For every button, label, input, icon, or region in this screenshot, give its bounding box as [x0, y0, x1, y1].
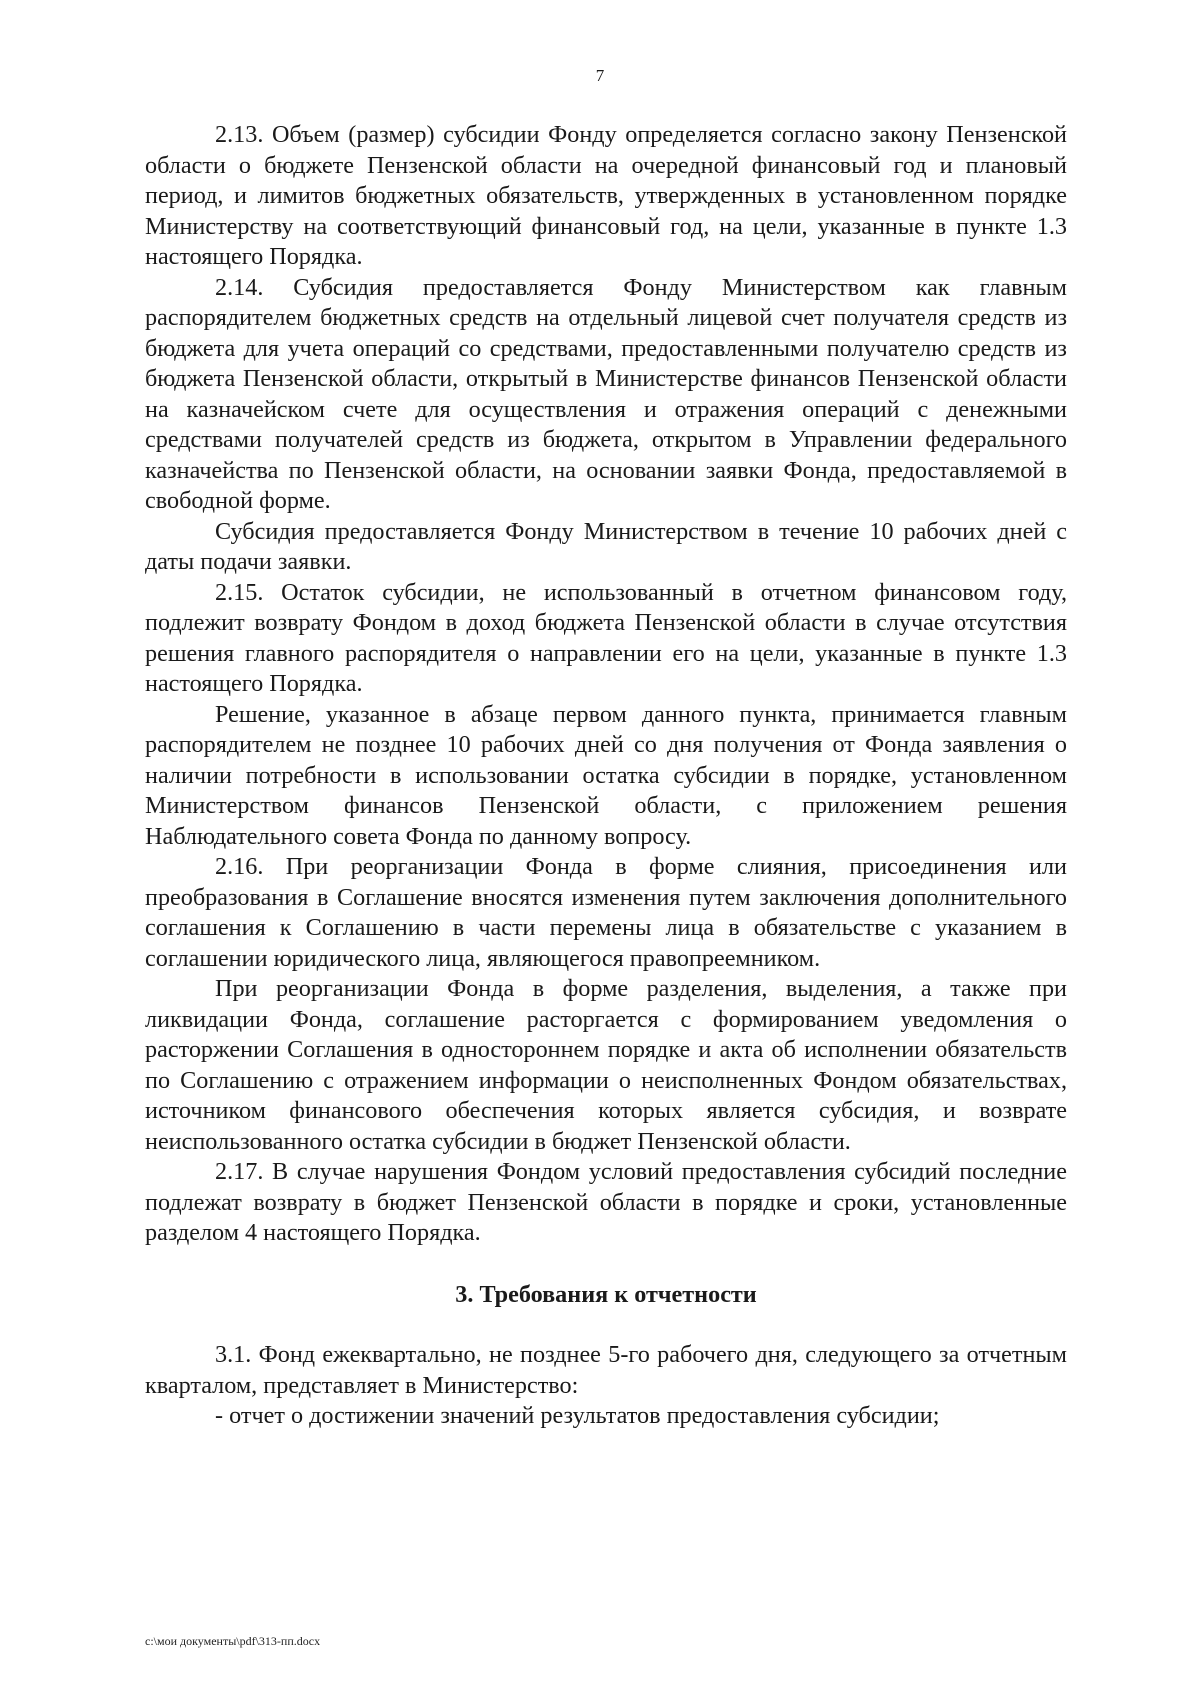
footer-file-path: c:\мои документы\pdf\313-пп.docx — [145, 1634, 321, 1648]
paragraph-3-1: 3.1. Фонд ежеквартально, не позднее 5-го рабочего дня, следующего за отчетным кварталом, представляет в Министерство: — [145, 1341, 1067, 1399]
paragraph-2-15: 2.15. Остаток субсидии, не использованный в отчетном финансовом году, подлежит возврату Фондом в доход бюджета Пензенской области в случае отсутствия решения главного распорядителя о направлении его на цели, указанные в пункте 1.3 настоящего Порядка. — [145, 578, 1067, 697]
paragraph-2-16: 2.16. При реорганизации Фонда в форме слияния, присоединения или преобразования в Соглашение вносятся изменения путем заключения дополнительного соглашения к Соглашению в части перемены лица в обязательстве с указанием в соглашении юридического лица, являющегося правопреемником. — [145, 853, 1067, 972]
section-heading: 3. Требования к отчетности — [455, 1280, 757, 1308]
paragraph-2-16-liquidation: При реорганизации Фонда в форме разделения, выделения, а также при ликвидации Фонда, соглашение расторгается с формированием уведомления о расторжении Соглашения в одностороннем порядке и акта об исполнении обязательств по Соглашению с отражением информации о неисполненных Фондом обязательствах, источником финансового обеспечения которых является субсидия, и возврате неиспользованного остатка субсидии в бюджет Пензенской области. — [145, 975, 1067, 1155]
paragraph-2-13: 2.13. Объем (размер) субсидии Фонду определяется согласно закону Пензенской области о бюджете Пензенской области на очередной финансовый год и плановый период, и лимитов бюджетных обязательств, утвержденных в установленном порядке Министерству на соответствующий финансовый год, на цели, указанные в пункте 1.3 настоящего Порядка. — [145, 121, 1067, 270]
document-body — [145, 120, 1067, 1432]
paragraph-2-17: 2.17. В случае нарушения Фондом условий предоставления субсидий последние подлежат возврату в бюджет Пензенской области в порядке и сроки, установленные разделом 4 настоящего Порядка. — [145, 1158, 1067, 1246]
paragraph-2-14: 2.14. Субсидия предоставляется Фонду Министерством как главным распорядителем бюджетных средств на отдельный лицевой счет получателя средств из бюджета для учета операций со средствами, предоставленными получателю средств из бюджета Пензенской области, открытый в Министерстве финансов Пензенской области на казначейском счете для осуществления и отражения операций с денежными средствами получателей средств из бюджета, открытом в Управлении федерального казначейства по Пензенской области, на основании заявки Фонда, предоставляемой в свободной форме. — [145, 273, 1067, 514]
page-number: 7 — [595, 66, 605, 85]
paragraph-2-15-decision: Решение, указанное в абзаце первом данного пункта, принимается главным распорядителем не позднее 10 рабочих дней со дня получения от Фонда заявления о наличии потребности в использовании остатка субсидии в порядке, установленном Министерством финансов Пензенской области, с приложением решения Наблюдательного совета Фонда по данному вопросу. — [145, 700, 1067, 850]
paragraph-2-14-subsidy-term: Субсидия предоставляется Фонду Министерством в течение 10 рабочих дней с даты подачи заявки. — [145, 517, 1067, 575]
list-item: - отчет о достижении значений результатов предоставления субсидии; — [215, 1402, 940, 1429]
